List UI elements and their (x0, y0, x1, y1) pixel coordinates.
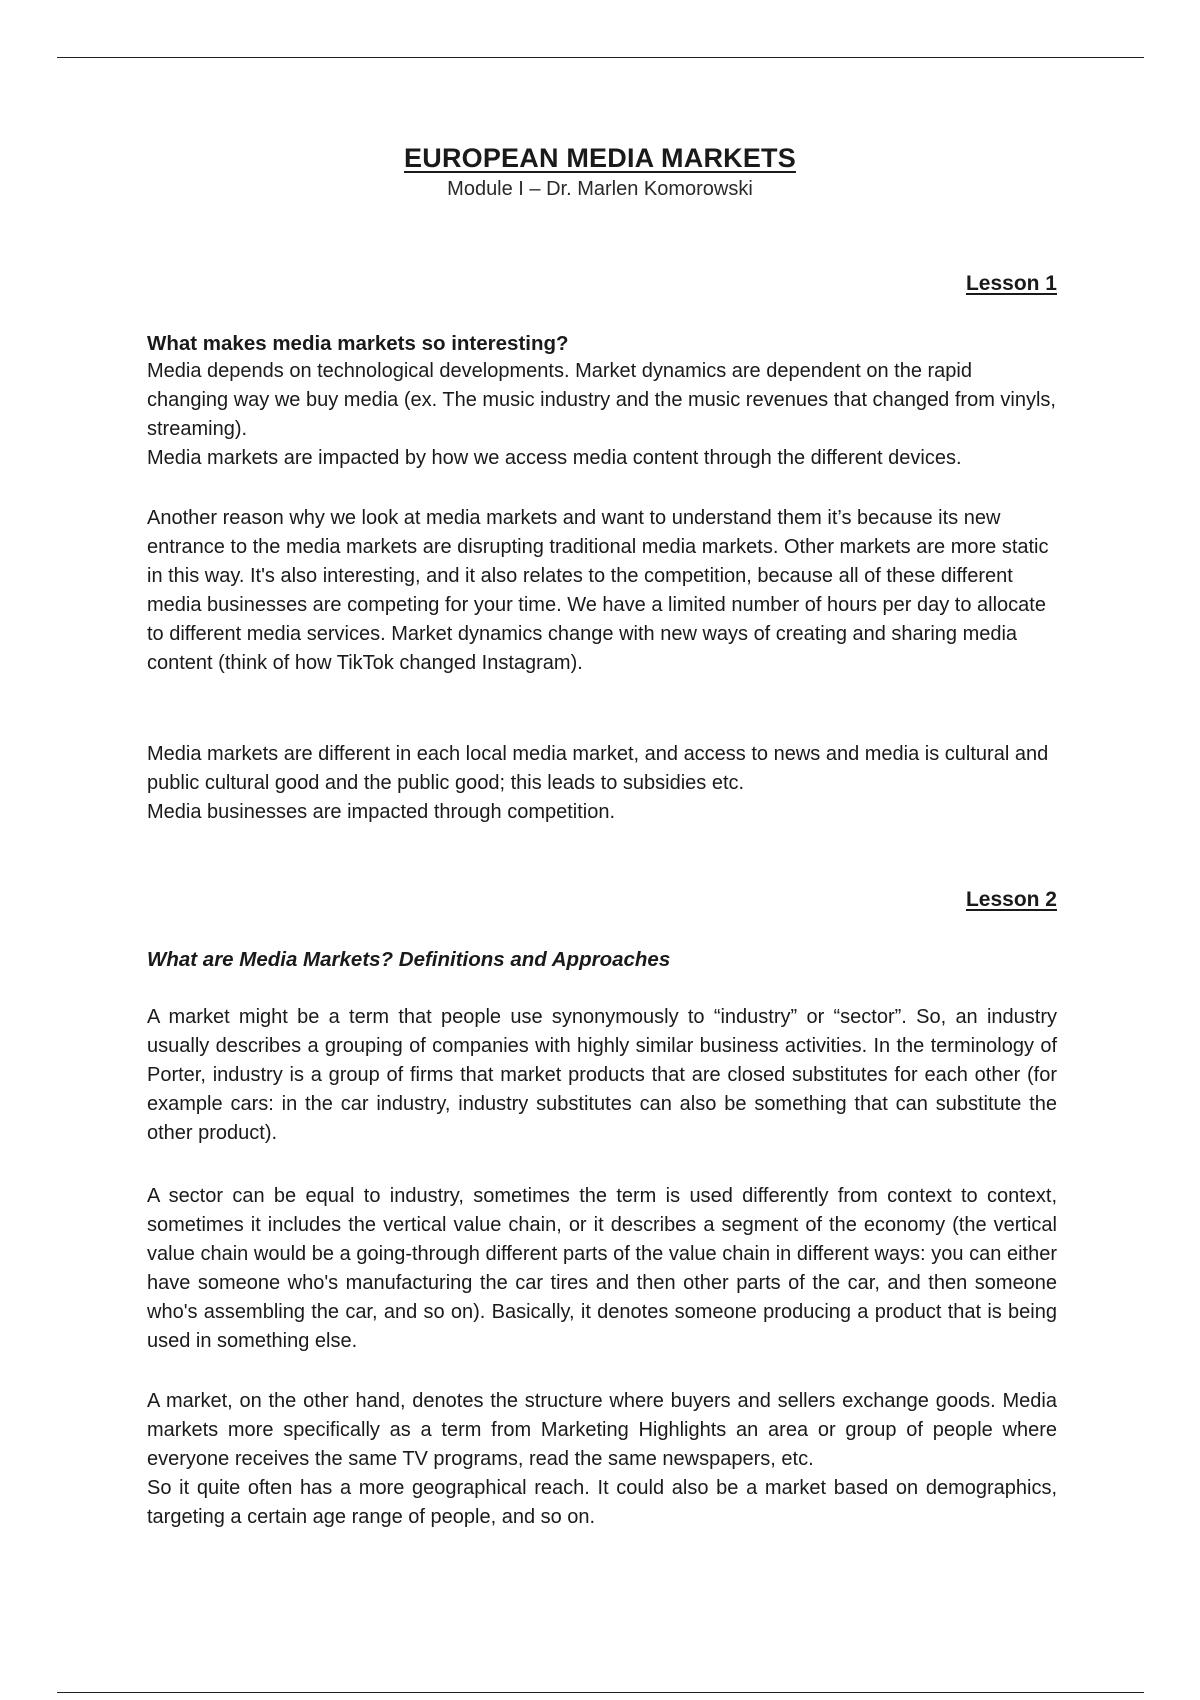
lesson-2-heading: What are Media Markets? Definitions and Approaches (147, 948, 671, 971)
lesson-1-paragraph-3b-text: Media businesses are impacted through competition. (147, 801, 616, 823)
lesson-1-label: Lesson 1 (965, 272, 1057, 295)
document-title: EUROPEAN MEDIA MARKETS (404, 143, 796, 173)
lesson-1-paragraph-3 (147, 740, 1057, 827)
lesson-1-paragraph-1b-text: Media markets are impacted by how we access media content through the different devices. (147, 447, 962, 469)
lesson-2-paragraph-3b-text: So it quite often has a more geographical reach. It could also be a market based on demographics, targeting a certain age range of people, and so on. (147, 1477, 1057, 1528)
lesson-1-paragraph-3-text: Media markets are different in each local media market, and access to news and media is cultural and public cultural good and the public good; this leads to subsidies etc. (147, 743, 1049, 794)
document-subtitle: Module I – Dr. Marlen Komorowski (447, 178, 753, 200)
lesson-1-paragraph-2: Another reason why we look at media markets and want to understand them it’s because its new entrance to the media markets are disrupting traditional media markets. Other markets are more static in this way. It's also interesting, and it also relates to the competition, because all of these different media businesses are competing for your time. We have a limited number of hours per day to allocate to different media services. Market dynamics change with new ways of creating and sharing media content (think of how TikTok changed Instagram). (147, 507, 1049, 674)
lesson-2-paragraph-2: A sector can be equal to industry, sometimes the term is used differently from context to context, sometimes it includes the vertical value chain, or it describes a segment of the economy (the vertical value chain would be a going-through different parts of the value chain in different ways: you can either have someone who's manufacturing the car tires and then other parts of the car, and then someone who's assembling the car, and so on). Basically, it denotes someone producing a product that is being used in something else. (147, 1185, 1057, 1352)
lesson-1-paragraph-1-text: Media depends on technological developments. Market dynamics are dependent on the rapid changing way we buy media (ex. The music industry and the music revenues that changed from vinyls, streaming). (147, 360, 1056, 440)
lesson-2-paragraph-3 (147, 1387, 1057, 1532)
lesson-2-paragraph-1: A market might be a term that people use synonymously to “industry” or “sector”. So, an industry usually describes a grouping of companies with highly similar business activities. In the terminology of Porter, industry is a group of firms that market products that are closed substitutes for each other (for example cars: in the car industry, industry substitutes can also be something that can substitute the other product). (147, 1006, 1057, 1144)
document-header (0, 143, 1200, 201)
bottom-rule (57, 1692, 1144, 1693)
lesson-2-paragraph-3-text: A market, on the other hand, denotes the structure where buyers and sellers exchange goods. Media markets more specifically as a term from Marketing Highlights an area or group of people where everyone receives the same TV programs, read the same newspapers, etc. (147, 1390, 1057, 1470)
lesson-1-heading: What makes media markets so interesting? (147, 332, 569, 355)
lesson-1-paragraph-1 (147, 357, 1057, 473)
lesson-2-label: Lesson 2 (965, 888, 1057, 911)
top-rule (57, 57, 1144, 58)
